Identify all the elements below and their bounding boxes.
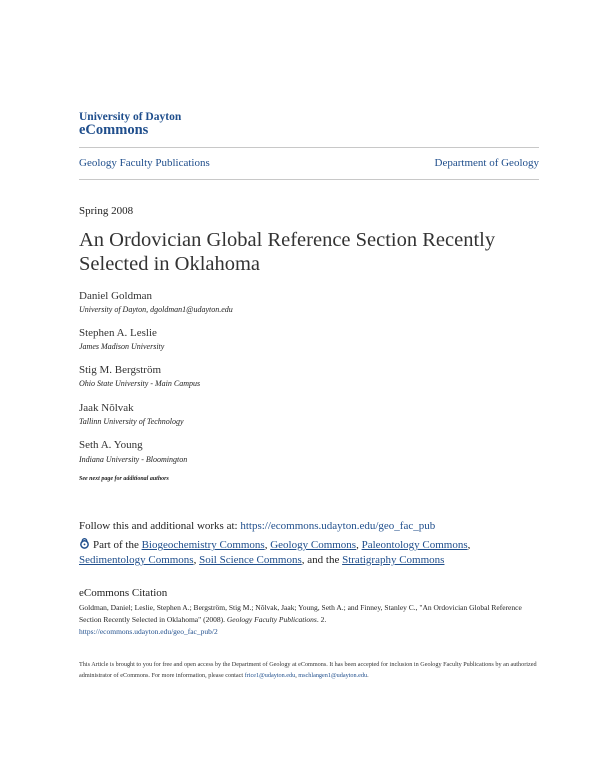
publication-date: Spring 2008 xyxy=(79,205,134,217)
citation-text xyxy=(79,602,541,638)
author-affiliation: James Madison University xyxy=(79,342,165,351)
author-affiliation: University of Dayton, dgoldman1@udayton.edu xyxy=(79,305,233,314)
soil-science-commons-link[interactable]: Soil Science Commons xyxy=(199,554,302,566)
paper-title-line-1: An Ordovician Global Reference Section Recently xyxy=(79,229,496,251)
collection-url-link[interactable]: https://ecommons.udayton.edu/geo_fac_pub xyxy=(240,520,436,532)
author-name: Jaak Nõlvak xyxy=(79,402,134,414)
author-affiliation: Tallinn University of Technology xyxy=(79,417,184,426)
author-affiliation: Ohio State University - Main Campus xyxy=(79,379,201,388)
citation-heading: eCommons Citation xyxy=(79,587,168,599)
citation-body: Goldman, Daniel; Leslie, Stephen A.; Bergström, Stig M.; Nõlvak, Jaak; Young, Seth A.; and Finney, Stanley C., "An Ordovician Global Reference Section Recently Selected in Oklahoma" (2008). xyxy=(79,603,522,624)
citation-url-link[interactable]: https://ecommons.udayton.edu/geo_fac_pub/2 xyxy=(79,627,218,636)
author-name: Daniel Goldman xyxy=(79,290,153,302)
part-of-prefix: Part of the xyxy=(93,539,142,551)
separator: , xyxy=(356,539,362,551)
follow-line xyxy=(79,520,435,532)
separator: , xyxy=(467,539,471,551)
department-link[interactable]: Department of Geology xyxy=(434,157,539,169)
separator: , xyxy=(193,554,200,566)
nav-divider xyxy=(79,179,539,180)
university-name: University of Dayton xyxy=(79,111,182,123)
author-name: Stig M. Bergström xyxy=(79,364,162,376)
stratigraphy-commons-link[interactable]: Stratigraphy Commons xyxy=(342,554,445,566)
author-name: Stephen A. Leslie xyxy=(79,327,157,339)
paper-title xyxy=(79,228,539,276)
series-link[interactable]: Geology Faculty Publications xyxy=(79,157,210,169)
follow-text: Follow this and additional works at: xyxy=(79,520,241,532)
access-notice-text: This Article is brought to you for free and open access by the Department of Geology at eCommons. It has been accepted for inclusion in Geology Faculty Publications by an authorized administrator of eCommons. For more information, please contact xyxy=(79,661,537,679)
author-affiliation: Indiana University - Bloomington xyxy=(79,455,188,464)
author-name: Seth A. Young xyxy=(79,439,143,451)
and-the-separator: , and the xyxy=(301,554,343,566)
paleontology-commons-link[interactable]: Paleontology Commons xyxy=(361,539,468,551)
ecommons-logo-text[interactable]: eCommons xyxy=(79,122,149,138)
separator: , xyxy=(264,539,271,551)
notice-end: . xyxy=(367,672,369,679)
sedimentology-commons-link[interactable]: Sedimentology Commons xyxy=(79,554,194,566)
see-next-page-note: See next page for additional authors xyxy=(79,476,169,482)
contact-email-link[interactable]: frice1@udayton.edu xyxy=(244,672,296,679)
citation-journal: Geology Faculty Publications xyxy=(226,615,317,624)
citation-end: . 2. xyxy=(316,615,327,624)
header-divider xyxy=(79,147,539,148)
open-access-icon xyxy=(79,538,90,549)
biogeochemistry-commons-link[interactable]: Biogeochemistry Commons xyxy=(141,539,265,551)
contact-email-link[interactable]: mschlangen1@udayton.edu xyxy=(298,672,368,679)
separator: , xyxy=(295,672,299,679)
geology-commons-link[interactable]: Geology Commons xyxy=(270,539,357,551)
access-notice xyxy=(79,659,541,681)
part-of-disciplines xyxy=(79,538,549,568)
paper-title-line-2: Selected in Oklahoma xyxy=(79,253,261,275)
